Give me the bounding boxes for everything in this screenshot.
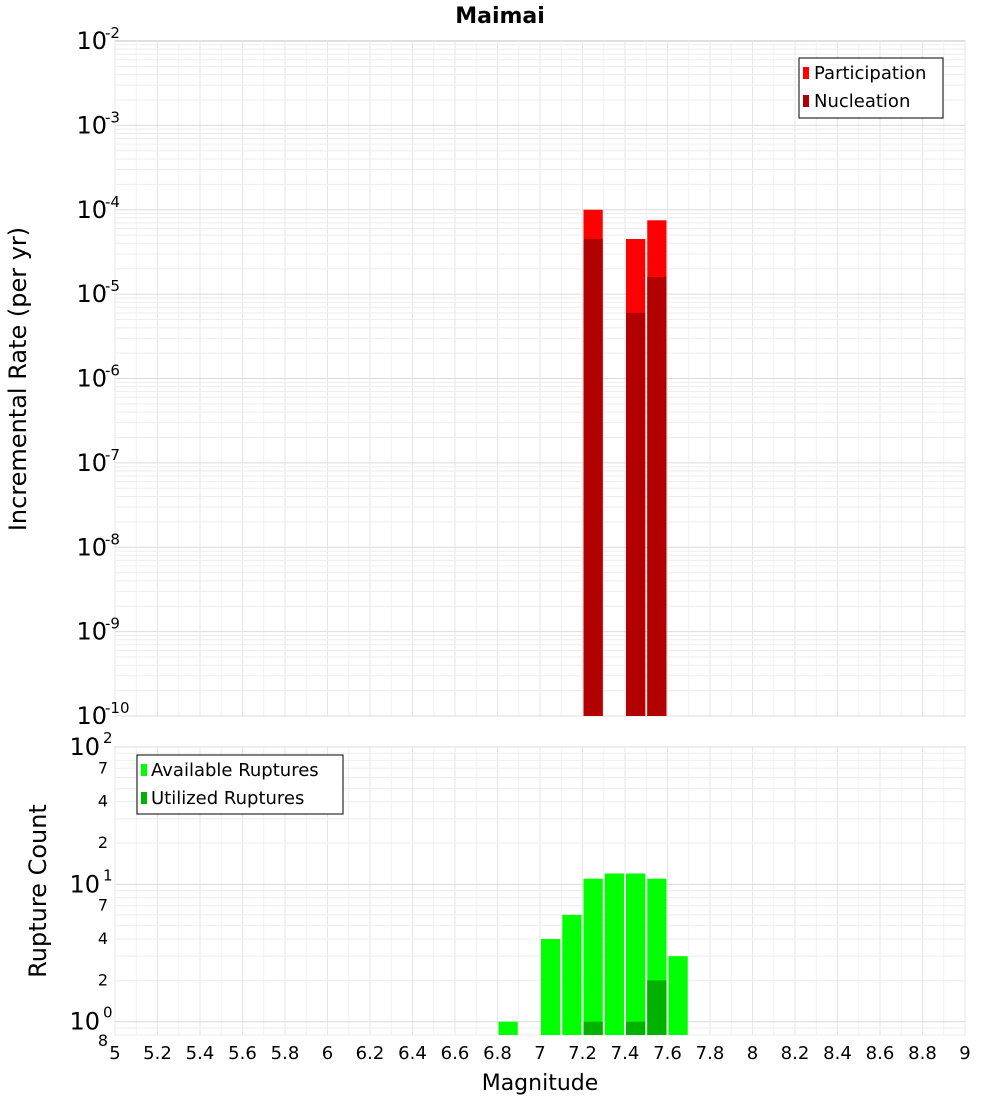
count-y-tick-label: 2 [97, 970, 108, 990]
x-tick-label: 6.6 [440, 1043, 470, 1064]
count-y-decade-base: 10 [69, 870, 100, 899]
x-tick-label: 5.2 [143, 1043, 172, 1064]
rate-y-tick-base: 10 [76, 111, 107, 140]
participation-legend-label: Participation [814, 63, 927, 84]
utilized-legend-label: Utilized Ruptures [151, 788, 305, 809]
nucleation-bar [584, 239, 603, 716]
rate-y-tick-base: 10 [76, 364, 107, 393]
x-tick-label: 7.4 [610, 1043, 640, 1064]
rate-y-tick-base: 10 [76, 617, 107, 646]
rate-y-axis-label: Incremental Rate (per yr) [4, 226, 32, 532]
count-y-tick-labels [69, 729, 112, 1050]
x-tick-label: 8.8 [908, 1043, 937, 1064]
x-tick-label: 8.4 [823, 1043, 852, 1064]
rate-y-tick-exponent: -4 [105, 192, 120, 211]
rate-y-tick-label [76, 24, 120, 55]
rate-y-tick-base: 10 [76, 533, 107, 562]
count-panel [24, 729, 965, 1050]
rate-y-tick-base: 10 [76, 280, 107, 309]
count-y-decade-label [69, 729, 112, 761]
count-y-axis-label: Rupture Count [24, 804, 52, 978]
rate-panel [4, 24, 965, 730]
count-y-tick-label: 7 [97, 895, 108, 915]
count-y-tick-label: 8 [97, 1031, 108, 1050]
rate-y-tick-exponent: -6 [105, 361, 120, 380]
nucleation-legend-swatch [803, 95, 809, 107]
count-y-tick-label: 4 [97, 929, 108, 948]
rate-y-tick-exponent: -10 [105, 699, 130, 717]
x-tick-label: 5.8 [270, 1043, 300, 1064]
rate-y-tick-exponent: -5 [105, 277, 120, 296]
rate-grid [115, 41, 965, 716]
rate-y-tick-label [76, 699, 129, 730]
count-y-tick-label: 7 [97, 758, 108, 778]
rate-y-tick-exponent: -7 [105, 445, 120, 464]
count-y-tick-label: 2 [97, 833, 108, 852]
available-ruptures-bar [626, 873, 645, 1035]
rate-y-tick-exponent: -3 [105, 108, 120, 127]
rate-y-tick-label [76, 362, 120, 393]
utilized-legend-swatch [141, 792, 147, 804]
x-tick-label: 8.2 [780, 1043, 810, 1064]
x-tick-label: 6 [321, 1043, 334, 1064]
count-y-decade-exponent: 1 [103, 866, 113, 885]
x-tick-label: 8 [746, 1043, 759, 1064]
rate-y-tick-exponent: -9 [105, 614, 120, 633]
x-axis-label: Magnitude [481, 1071, 599, 1096]
available-ruptures-bar [584, 879, 603, 1035]
nucleation-bar [647, 277, 666, 716]
utilized-ruptures-bar [626, 1022, 645, 1035]
available-legend-swatch [141, 764, 147, 776]
x-tick-labels [109, 1043, 970, 1064]
rate-y-tick-exponent: -2 [105, 24, 120, 42]
count-y-decade-exponent: 0 [103, 1003, 113, 1022]
available-legend-label: Available Ruptures [151, 760, 319, 781]
available-ruptures-bar [499, 1022, 518, 1035]
rate-y-tick-base: 10 [76, 27, 107, 55]
chart-title: Maimai [455, 4, 545, 29]
rate-y-tick-base: 10 [76, 195, 107, 224]
available-ruptures-bar [605, 873, 624, 1035]
x-tick-label: 5 [109, 1043, 121, 1064]
rate-y-tick-label [76, 108, 120, 139]
x-tick-label: 5.4 [185, 1043, 215, 1064]
count-y-decade-base: 10 [69, 733, 100, 761]
x-tick-label: 8.6 [865, 1043, 895, 1064]
x-tick-label: 7.8 [695, 1043, 725, 1064]
count-y-decade-label [69, 866, 112, 898]
participation-legend-swatch [803, 67, 809, 79]
rate-legend [799, 58, 943, 118]
available-ruptures-bar [562, 915, 581, 1035]
utilized-ruptures-bar [647, 980, 666, 1035]
rate-y-tick-label [76, 446, 120, 477]
count-y-tick-label: 4 [97, 791, 108, 811]
rate-y-tick-base: 10 [76, 448, 107, 477]
x-tick-label: 6.2 [355, 1043, 385, 1064]
utilized-ruptures-bar [584, 1022, 603, 1035]
available-ruptures-bar [669, 956, 688, 1035]
rate-y-tick-base: 10 [76, 702, 107, 730]
x-tick-label: 7 [534, 1043, 546, 1064]
rate-y-tick-label [76, 277, 120, 308]
x-tick-label: 6.4 [398, 1043, 427, 1064]
x-tick-label: 6.8 [483, 1043, 512, 1064]
rate-y-tick-exponent: -8 [105, 530, 120, 549]
rate-y-tick-label [76, 530, 120, 561]
count-y-decade-exponent: 2 [103, 729, 113, 747]
count-legend [137, 755, 343, 814]
nucleation-bar [626, 313, 645, 716]
nucleation-legend-label: Nucleation [814, 91, 911, 112]
x-tick-label: 9 [959, 1043, 971, 1064]
x-tick-label: 7.6 [653, 1043, 682, 1064]
count-y-decade-base: 10 [69, 1007, 100, 1036]
x-tick-label: 5.6 [228, 1043, 257, 1064]
x-tick-label: 7.2 [568, 1043, 597, 1064]
available-ruptures-bar [541, 939, 560, 1035]
rate-y-tick-label [76, 615, 120, 646]
rate-y-tick-label [76, 193, 120, 224]
